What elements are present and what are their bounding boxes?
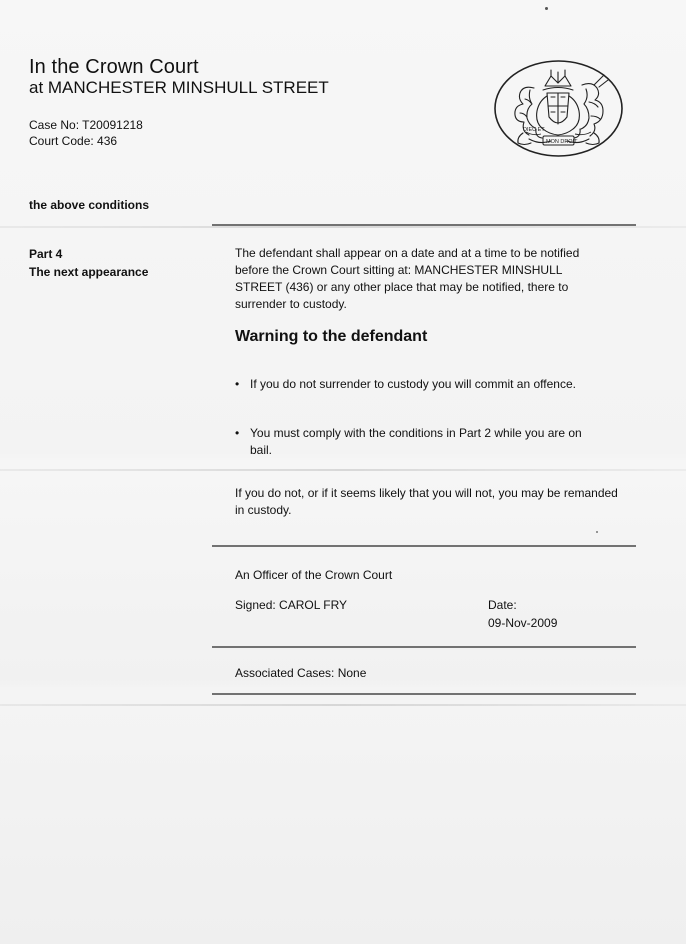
signed-by: Signed: CAROL FRY (235, 598, 348, 612)
court-title: In the Crown Court (29, 56, 199, 78)
date-value: 09-Nov-2009 (488, 616, 558, 630)
section-divider (212, 224, 636, 226)
crest-motto-left: DIEU ET (523, 127, 545, 133)
associated-cases: Associated Cases: None (235, 666, 367, 680)
royal-coat-of-arms-icon (493, 59, 624, 158)
court-code: Court Code: 436 (29, 134, 118, 148)
appearance-paragraph: The defendant shall appear on a date and at a time to be notified before the Crown Court sitting at: MANCHESTER MINSHULL STREET (436) or any other place that may be notified, there to surrender to custody. (235, 246, 580, 311)
warning-bullet-text: You must comply with the conditions in Part 2 while you are on bail. (250, 426, 582, 457)
section-divider (212, 693, 636, 695)
part-4-label: Part 4 (29, 247, 63, 261)
officer-label: An Officer of the Crown Court (235, 568, 393, 582)
warning-bullet-text: If you do not surrender to custody you will commit an offence. (250, 377, 576, 391)
section-divider (212, 545, 636, 547)
court-location: at MANCHESTER MINSHULL STREET (29, 78, 329, 97)
paper-speck (545, 7, 548, 10)
paper-fold-line (0, 704, 686, 706)
bullet-icon: • (235, 377, 240, 391)
paper-fold-line (0, 469, 686, 471)
crest-motto-right: MON DROIT (546, 139, 578, 145)
remand-paragraph: If you do not, or if it seems likely that you will not, you may be remanded in custody. (235, 486, 618, 517)
above-conditions-label: the above conditions (29, 198, 150, 212)
paper-fold-line (0, 226, 686, 228)
next-appearance-title: The next appearance (29, 265, 149, 279)
section-divider (212, 646, 636, 648)
bullet-icon: • (235, 426, 240, 440)
warning-heading: Warning to the defendant (235, 328, 428, 345)
paper-speck (596, 531, 598, 533)
case-number: Case No: T20091218 (29, 118, 143, 132)
date-label: Date: (488, 598, 517, 612)
